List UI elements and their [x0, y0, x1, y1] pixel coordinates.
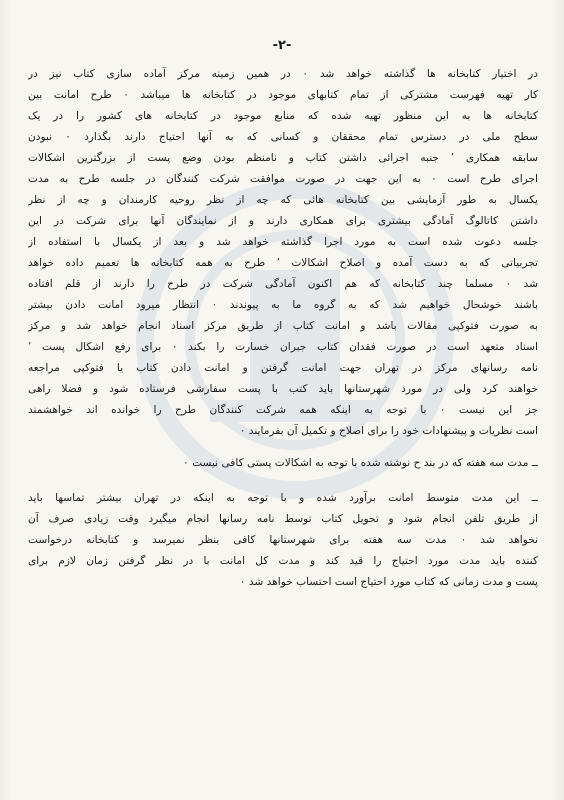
paragraph-2	[28, 453, 538, 474]
text-line: سابقه همکاری ٬ جنبه اجرائی داشتن کتاب و نامنظم بودن وضع پست از بزرگترین اشکالات	[28, 152, 538, 164]
text-line: کتابخانه ها به این منظور تهیه شده که منابع موجود در کتابخانه های کشور را در یک	[28, 110, 538, 122]
text-line: جز این نیست ۰ با توجه به اینکه همه شرکت کنندگان طرح را خوانده اند خواهشمند	[28, 404, 538, 416]
text-line: پست و مدت زمانی که کتاب مورد احتیاج است احتساب خواهد شد ۰	[239, 576, 538, 588]
text-line: کار تهیه فهرست مشترکی از تمام کتابهای موجود در کتابخانه ها میباشد ۰ طرح امانت بین	[28, 89, 538, 101]
paragraph-1	[28, 64, 538, 442]
text-line: اسناد متعهد است در صورت فقدان کتاب جبران خسارت را بکند ۰ برای رفع اشکال پست ٬	[28, 341, 538, 353]
text-line: شد ۰ مسلما چند کتابخانه که هم اکنون آمادگی شرکت در طرح را دارند از قلم افتاده	[28, 278, 538, 290]
paragraph-spacer	[28, 442, 538, 453]
text-line: است نظریات و پیشنهادات خود را برای اصلاح و تکمیل آن بفرمایند ۰	[239, 425, 538, 437]
text-line: به صورت فتوکپی مقالات باشد و امانت کتاب از طریق مرکز اسناد انجام خواهد شد و مرکز	[28, 320, 538, 332]
text-line: ــ مدت سه هفته که در بند ح نوشته شده با توجه به اشکالات پستی کافی نیست ۰	[183, 457, 538, 469]
text-line: ــ این مدت متوسط امانت برآورد شده و با توجه به اینکه در تهران بیشتر تماسها باید	[28, 492, 538, 504]
page-number: -۲-	[272, 38, 292, 53]
text-line: تجربیاتی که به دست آمده و اصلاح اشکالات ٬ طرح به همه کتابخانه ها تعمیم داده خواهد	[28, 257, 538, 269]
text-line: داشتن کاتالوگ آمادگی بیشتری برای همکاری دارند و از نمایندگان آنها برای شرکت در این	[28, 215, 538, 227]
text-line: نامه رسانهای مرکز در تهران جهت امانت گرفتن و امانت دادن کتاب یا فتوکپی مراجعه	[28, 362, 538, 374]
text-line: جلسه دعوت شده است به مورد اجرا گذاشته خواهد شد و بعد از یکسال با استفاده از	[28, 236, 538, 248]
text-line: نخواهد شد ۰ مدت سه هفته برای شهرستانها کافی بنظر نمیرسد و کتابخانه درخواست	[28, 534, 538, 546]
document-body	[28, 64, 538, 593]
text-line: از طریق تلفن انجام شود و تحویل کتاب توسط نامه رسانها انجام میگیرد وقت زیادی صرف آن	[28, 513, 538, 525]
text-line: باشند خوشحال خواهیم شد که به گروه ما به پیوندند ۰ انتظار میرود امانت دادن بیشتر	[28, 299, 538, 311]
text-line: کننده باید مدت مورد احتیاج را قید کند و مدت کل امانت با در نظر گرفتن زمان لازم برای	[28, 555, 538, 567]
text-line: خواهند کرد ولی در مورد شهرستانها باید کتب با پست سفارشی فرستاده شود و فضلا راهی	[28, 383, 538, 395]
text-line: یکسال به طور آزمایشی بین کتابخانه هائی که چه از نظر روحیه کارمندان و چه از نظر	[28, 194, 538, 206]
text-line: اجرای طرح است ۰ به این جهت در صورت موافقت شرکت کنندگان در جلسه طرح به مدت	[28, 173, 538, 185]
text-line: در اختیار کتابخانه ها گذاشته خواهد شد ۰ در همین زمینه مرکز آماده سازی کتاب نیز در	[28, 68, 538, 80]
text-line: سطح ملی در دسترس تمام محققان و کسانی که به آنها احتیاج دارند بگذارد ۰ نبودن	[28, 131, 538, 143]
paragraph-spacer	[28, 474, 538, 488]
paragraph-3	[28, 488, 538, 593]
